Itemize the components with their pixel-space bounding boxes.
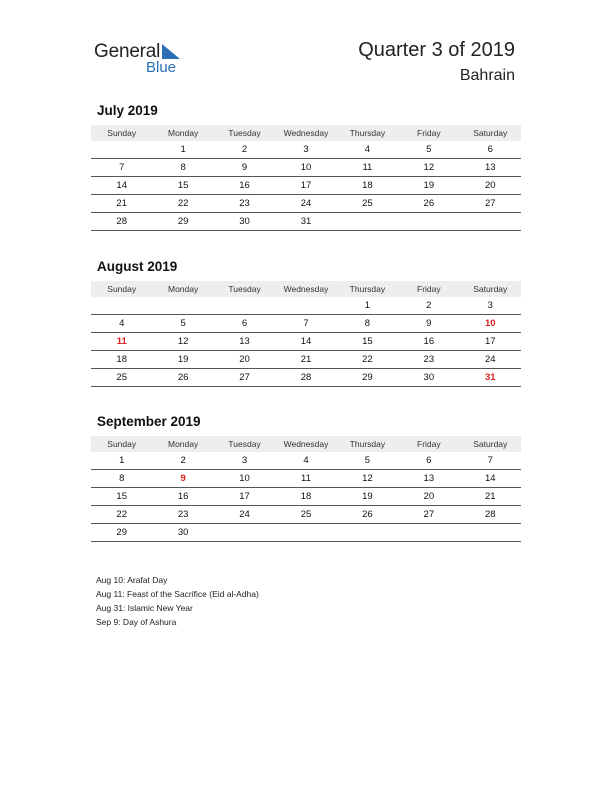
logo: [94, 41, 194, 81]
day-cell: 17: [214, 488, 275, 506]
holiday-item: Aug 11: Feast of the Sacrifice (Eid al-Adha): [96, 589, 259, 599]
week-row: [91, 333, 521, 351]
day-cell: 31: [275, 213, 336, 231]
logo-blue-text: Blue: [146, 59, 177, 76]
day-cell: 30: [214, 213, 275, 231]
day-cell: 13: [214, 333, 275, 351]
weekday-header: Saturday: [460, 125, 521, 141]
day-cell: 6: [460, 141, 521, 159]
holiday-item: Aug 10: Arafat Day: [96, 575, 168, 585]
day-cell: [91, 141, 152, 159]
day-cell: 13: [460, 159, 521, 177]
month-block: [91, 414, 521, 542]
day-cell: 16: [398, 333, 459, 351]
week-row: [91, 524, 521, 542]
week-row: [91, 351, 521, 369]
day-cell: 7: [460, 452, 521, 470]
week-row: [91, 213, 521, 231]
day-cell: 25: [275, 506, 336, 524]
week-row: [91, 159, 521, 177]
day-cell: 18: [91, 351, 152, 369]
day-cell: [214, 524, 275, 542]
day-cell: 6: [398, 452, 459, 470]
day-cell: 27: [460, 195, 521, 213]
day-cell: 17: [460, 333, 521, 351]
day-cell: 26: [152, 369, 213, 387]
day-cell: 15: [91, 488, 152, 506]
day-cell: 12: [152, 333, 213, 351]
day-cell: [460, 524, 521, 542]
day-cell: 14: [460, 470, 521, 488]
day-cell: 23: [214, 195, 275, 213]
calendar-table: [91, 281, 521, 387]
day-cell: 8: [91, 470, 152, 488]
month-title: July 2019: [97, 103, 158, 118]
day-cell: 29: [91, 524, 152, 542]
page-title: Quarter 3 of 2019: [358, 39, 515, 61]
day-cell: 11: [337, 159, 398, 177]
weekday-header-row: [91, 436, 521, 452]
day-cell: 29: [152, 213, 213, 231]
day-cell: 20: [460, 177, 521, 195]
weekday-header-row: [91, 125, 521, 141]
weekday-header: Monday: [152, 125, 213, 141]
day-cell: 10: [460, 315, 521, 333]
day-cell: [337, 213, 398, 231]
day-cell: 18: [275, 488, 336, 506]
day-cell: [275, 524, 336, 542]
day-cell: 1: [91, 452, 152, 470]
calendar-table: [91, 436, 521, 542]
week-row: [91, 506, 521, 524]
day-cell: 4: [275, 452, 336, 470]
day-cell: 24: [214, 506, 275, 524]
day-cell: 19: [398, 177, 459, 195]
day-cell: 27: [398, 506, 459, 524]
day-cell: 25: [337, 195, 398, 213]
day-cell: 16: [214, 177, 275, 195]
day-cell: 12: [337, 470, 398, 488]
weekday-header: Wednesday: [275, 436, 336, 452]
weekday-header: Sunday: [91, 436, 152, 452]
day-cell: 11: [91, 333, 152, 351]
day-cell: 11: [275, 470, 336, 488]
day-cell: 17: [275, 177, 336, 195]
day-cell: 8: [337, 315, 398, 333]
day-cell: 4: [337, 141, 398, 159]
day-cell: 24: [460, 351, 521, 369]
day-cell: [152, 297, 213, 315]
day-cell: 5: [152, 315, 213, 333]
weekday-header: Friday: [398, 436, 459, 452]
day-cell: 22: [152, 195, 213, 213]
day-cell: 22: [91, 506, 152, 524]
holiday-item: Aug 31: Islamic New Year: [96, 603, 193, 613]
day-cell: 9: [152, 470, 213, 488]
weekday-header: Monday: [152, 436, 213, 452]
week-row: [91, 195, 521, 213]
day-cell: 24: [275, 195, 336, 213]
holiday-item: Sep 9: Day of Ashura: [96, 617, 177, 627]
day-cell: 7: [275, 315, 336, 333]
day-cell: 26: [398, 195, 459, 213]
country-name: Bahrain: [459, 67, 515, 84]
weekday-header: Tuesday: [214, 281, 275, 297]
day-cell: 14: [275, 333, 336, 351]
day-cell: 6: [214, 315, 275, 333]
day-cell: 1: [152, 141, 213, 159]
weekday-header-row: [91, 281, 521, 297]
day-cell: 31: [460, 369, 521, 387]
day-cell: 3: [275, 141, 336, 159]
month-title: September 2019: [97, 414, 201, 429]
day-cell: [398, 524, 459, 542]
week-row: [91, 488, 521, 506]
weekday-header: Tuesday: [214, 125, 275, 141]
day-cell: [398, 213, 459, 231]
day-cell: [91, 297, 152, 315]
day-cell: 30: [398, 369, 459, 387]
week-row: [91, 369, 521, 387]
day-cell: 21: [460, 488, 521, 506]
weekday-header: Thursday: [337, 125, 398, 141]
day-cell: 8: [152, 159, 213, 177]
day-cell: 23: [152, 506, 213, 524]
day-cell: 25: [91, 369, 152, 387]
weekday-header: Friday: [398, 125, 459, 141]
day-cell: 15: [152, 177, 213, 195]
weekday-header: Wednesday: [275, 281, 336, 297]
day-cell: 7: [91, 159, 152, 177]
day-cell: 12: [398, 159, 459, 177]
logo-general-text: General: [94, 41, 161, 62]
week-row: [91, 141, 521, 159]
day-cell: [275, 297, 336, 315]
day-cell: 5: [337, 452, 398, 470]
day-cell: 15: [337, 333, 398, 351]
day-cell: 3: [460, 297, 521, 315]
day-cell: 14: [91, 177, 152, 195]
day-cell: 2: [214, 141, 275, 159]
holiday-list: [96, 573, 259, 629]
day-cell: [460, 213, 521, 231]
day-cell: 21: [275, 351, 336, 369]
day-cell: 22: [337, 351, 398, 369]
day-cell: 21: [91, 195, 152, 213]
weekday-header: Wednesday: [275, 125, 336, 141]
day-cell: 2: [398, 297, 459, 315]
weekday-header: Tuesday: [214, 436, 275, 452]
weekday-header: Thursday: [337, 281, 398, 297]
weekday-header: Saturday: [460, 281, 521, 297]
day-cell: 2: [152, 452, 213, 470]
day-cell: 20: [398, 488, 459, 506]
day-cell: 9: [214, 159, 275, 177]
day-cell: 28: [91, 213, 152, 231]
day-cell: 4: [91, 315, 152, 333]
day-cell: 5: [398, 141, 459, 159]
day-cell: 10: [214, 470, 275, 488]
month-block: [91, 259, 521, 387]
day-cell: 19: [152, 351, 213, 369]
week-row: [91, 470, 521, 488]
day-cell: [214, 297, 275, 315]
weekday-header: Sunday: [91, 281, 152, 297]
week-row: [91, 297, 521, 315]
day-cell: 29: [337, 369, 398, 387]
day-cell: 3: [214, 452, 275, 470]
day-cell: 27: [214, 369, 275, 387]
day-cell: 26: [337, 506, 398, 524]
week-row: [91, 452, 521, 470]
day-cell: 13: [398, 470, 459, 488]
weekday-header: Saturday: [460, 436, 521, 452]
day-cell: 18: [337, 177, 398, 195]
weekday-header: Thursday: [337, 436, 398, 452]
day-cell: 10: [275, 159, 336, 177]
day-cell: 30: [152, 524, 213, 542]
weekday-header: Monday: [152, 281, 213, 297]
day-cell: 23: [398, 351, 459, 369]
day-cell: [337, 524, 398, 542]
day-cell: 20: [214, 351, 275, 369]
day-cell: 16: [152, 488, 213, 506]
day-cell: 28: [275, 369, 336, 387]
day-cell: 9: [398, 315, 459, 333]
weekday-header: Friday: [398, 281, 459, 297]
day-cell: 28: [460, 506, 521, 524]
weekday-header: Sunday: [91, 125, 152, 141]
calendar-table: [91, 125, 521, 231]
week-row: [91, 315, 521, 333]
month-block: [91, 103, 521, 231]
day-cell: 19: [337, 488, 398, 506]
day-cell: 1: [337, 297, 398, 315]
month-title: August 2019: [97, 259, 178, 274]
week-row: [91, 177, 521, 195]
